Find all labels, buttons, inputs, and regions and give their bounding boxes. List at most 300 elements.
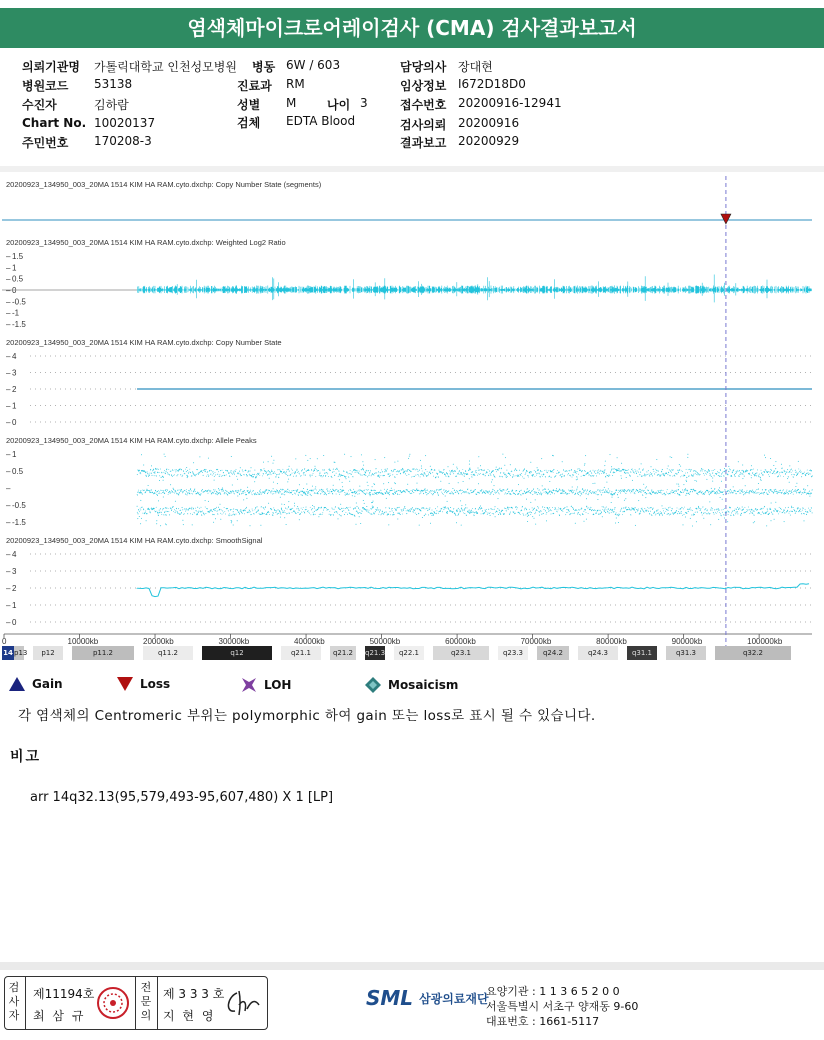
allele-dot [640, 513, 641, 514]
allele-dot [577, 479, 578, 480]
allele-dot [758, 513, 759, 514]
tick-dash: – [6, 308, 11, 318]
ideogram-band: q24.3 [578, 646, 618, 660]
allele-dot [534, 508, 535, 509]
tick-dash: – [6, 418, 11, 427]
allele-dot [231, 522, 232, 523]
allele-dot [612, 497, 613, 498]
allele-dot [641, 463, 642, 464]
allele-dot [798, 489, 799, 490]
allele-dot [355, 472, 356, 473]
ideogram-band: p11.2 [72, 646, 134, 660]
allele-dot [567, 509, 568, 510]
allele-dot [175, 501, 176, 502]
allele-dot [479, 470, 480, 471]
allele-dot [791, 506, 792, 507]
allele-dot [156, 520, 157, 521]
allele-dot [279, 469, 280, 470]
allele-dot [273, 460, 274, 461]
ideogram-band: q21.3 [365, 646, 385, 660]
allele-dot [480, 465, 481, 466]
allele-dot [562, 461, 563, 462]
allele-dot [584, 475, 585, 476]
allele-dot [358, 513, 359, 514]
tick-dash: – [6, 368, 11, 378]
allele-dot [303, 472, 304, 473]
allele-dot [692, 475, 693, 476]
allele-dot [447, 501, 448, 502]
allele-dot [506, 475, 507, 476]
allele-dot [193, 462, 194, 463]
allele-dot [359, 493, 360, 494]
allele-dot [231, 456, 232, 457]
allele-dot [548, 489, 549, 490]
allele-dot [284, 517, 285, 518]
allele-dot [231, 520, 232, 521]
tick-dash: – [6, 286, 11, 295]
allele-dot [277, 483, 278, 484]
allele-dot [671, 457, 672, 458]
allele-dot [526, 492, 527, 493]
allele-dot [605, 508, 606, 509]
mosaicism-diamond-icon [364, 676, 382, 694]
allele-dot [378, 471, 379, 472]
allele-dot [374, 490, 375, 491]
allele-dot [311, 495, 312, 496]
age-label: 나이 [327, 98, 351, 112]
institution-value: 가톨릭대학교 인천성모병원 [94, 60, 237, 74]
allele-dot [384, 471, 385, 472]
allele-dot [685, 517, 686, 518]
ideogram-band: q24.2 [537, 646, 569, 660]
allele-dot [698, 506, 699, 507]
allele-dot [683, 524, 684, 525]
allele-dot [736, 512, 737, 513]
legend-mosaicism [364, 676, 458, 694]
allele-dot [483, 474, 484, 475]
allele-dot [586, 498, 587, 499]
allele-dot [657, 510, 658, 511]
allele-dot [774, 519, 775, 520]
allele-dot [280, 517, 281, 518]
allele-dot [610, 454, 611, 455]
allele-dot [299, 519, 300, 520]
allele-dot [471, 490, 472, 491]
allele-dot [804, 520, 805, 521]
allele-dot [576, 479, 577, 480]
allele-dot [491, 482, 492, 483]
allele-dot [529, 472, 530, 473]
allele-dot [340, 504, 341, 505]
allele-dot [373, 512, 374, 513]
allele-dot [767, 511, 768, 512]
allele-dot [315, 486, 316, 487]
allele-dot [262, 512, 263, 513]
allele-dot [597, 499, 598, 500]
allele-dot [524, 478, 525, 479]
allele-dot [457, 509, 458, 510]
allele-dot [164, 454, 165, 455]
allele-dot [294, 503, 295, 504]
allele-dot [547, 507, 548, 508]
ideogram-band: q32.2 [715, 646, 791, 660]
allele-dot [199, 456, 200, 457]
allele-dot [374, 484, 375, 485]
allele-dot [141, 518, 142, 519]
company-contact [486, 984, 638, 1029]
allele-dot [354, 492, 355, 493]
loh-star-icon [240, 676, 258, 694]
allele-dot [469, 464, 470, 465]
allele-dot [339, 514, 340, 515]
allele-dot [259, 494, 260, 495]
allele-dot [356, 524, 357, 525]
allele-dot [247, 487, 248, 488]
allele-dot [432, 515, 433, 516]
allele-dot [310, 458, 311, 459]
tick-dash: – [6, 297, 11, 307]
tick-dash: – [6, 501, 11, 510]
allele-dot [426, 494, 427, 495]
allele-dot [749, 492, 750, 493]
allele-dot [260, 470, 261, 471]
allele-dot [480, 506, 481, 507]
track-title: 20200923_134950_003_20MA 1514 KIM HA RAM.cyto.dxchp: Weighted Log2 Ratio [6, 238, 286, 247]
allele-dot [217, 474, 218, 475]
allele-dot [709, 501, 710, 502]
x-tick-label: 10000kb [67, 637, 99, 646]
allele-dot [305, 455, 306, 456]
allele-dot [616, 518, 617, 519]
allele-dot [299, 484, 300, 485]
allele-dot [421, 466, 422, 467]
tick-dash: – [6, 584, 11, 593]
allele-dot [764, 455, 765, 456]
allele-dot [539, 515, 540, 516]
allele-dot [351, 456, 352, 457]
allele-dot [490, 515, 491, 516]
allele-dot [346, 478, 347, 479]
allele-dot [201, 511, 202, 512]
y-tick-label: 1 [12, 401, 17, 411]
chart-no-label: Chart No. [22, 116, 87, 130]
allele-dot [213, 522, 214, 523]
allele-dot [493, 470, 494, 471]
allele-dot [791, 469, 792, 470]
allele-dot [736, 471, 737, 472]
allele-peak-band [137, 506, 812, 517]
allele-dot [303, 488, 304, 489]
allele-dot [751, 477, 752, 478]
allele-dot [372, 506, 373, 507]
allele-dot [218, 488, 219, 489]
allele-dot [770, 509, 771, 510]
company-logo [366, 986, 489, 1010]
allele-dot [233, 509, 234, 510]
allele-dot [373, 483, 374, 484]
allele-dot [606, 482, 607, 483]
allele-dot [315, 466, 316, 467]
allele-dot [193, 473, 194, 474]
allele-dot [703, 518, 704, 519]
allele-dot [370, 495, 371, 496]
y-tick-label: 0.5 [12, 467, 24, 476]
specialist-name: 지 현 영 [163, 1009, 216, 1023]
allele-dot [260, 492, 261, 493]
allele-dot [280, 497, 281, 498]
allele-dot [354, 496, 355, 497]
allele-dot [362, 461, 363, 462]
allele-dot [271, 471, 272, 472]
allele-dot [237, 479, 238, 480]
allele-dot [478, 483, 479, 484]
track-title: 20200923_134950_003_20MA 1514 KIM HA RAM.cyto.dxchp: Allele Peaks [6, 436, 257, 445]
allele-dot [711, 488, 712, 489]
allele-dot [197, 507, 198, 508]
allele-dot [638, 500, 639, 501]
allele-dot [712, 481, 713, 482]
allele-dot [409, 456, 410, 457]
tick-dash: – [6, 252, 11, 261]
allele-dot [507, 493, 508, 494]
allele-dot [382, 494, 383, 495]
allele-dot [342, 482, 343, 483]
allele-dot [318, 516, 319, 517]
allele-dot [237, 520, 238, 521]
allele-dot [775, 461, 776, 462]
allele-dot [148, 485, 149, 486]
tick-dash: – [6, 320, 11, 329]
allele-dot [172, 469, 173, 470]
allele-dot [409, 454, 410, 455]
tick-dash: – [6, 601, 11, 610]
allele-dot [643, 484, 644, 485]
log2-signal [137, 275, 811, 303]
allele-peak-band [137, 468, 812, 479]
allele-dot [250, 525, 251, 526]
allele-dot [494, 485, 495, 486]
allele-dot [240, 467, 241, 468]
allele-dot [150, 490, 151, 491]
allele-dot [584, 465, 585, 466]
allele-dot [742, 478, 743, 479]
allele-dot [771, 503, 772, 504]
allele-dot [447, 511, 448, 512]
allele-dot [742, 465, 743, 466]
remark-title: 비고 [10, 749, 42, 765]
allele-dot [621, 478, 622, 479]
allele-dot [777, 472, 778, 473]
sml-logo-icon: SML [366, 986, 414, 1010]
ideogram-band: q21.2 [330, 646, 356, 660]
allele-dot [635, 525, 636, 526]
allele-dot [254, 481, 255, 482]
allele-dot [323, 455, 324, 456]
allele-dot [141, 454, 142, 455]
allele-dot [584, 521, 585, 522]
allele-dot [771, 520, 772, 521]
allele-dot [777, 476, 778, 477]
allele-dot [370, 494, 371, 495]
allele-dot [746, 471, 747, 472]
allele-dot [313, 514, 314, 515]
allele-dot [287, 481, 288, 482]
allele-dot [450, 507, 451, 508]
allele-dot [314, 506, 315, 507]
allele-dot [192, 524, 193, 525]
sex-label: 성별 [237, 98, 261, 112]
allele-dot [449, 483, 450, 484]
signature-box [4, 976, 268, 1030]
allele-dot [273, 482, 274, 483]
clinical-info-value: I672D18D0 [458, 77, 526, 91]
allele-dot [495, 516, 496, 517]
track-title: 20200923_134950_003_20MA 1514 KIM HA RAM.cyto.dxchp: SmoothSignal [6, 536, 263, 545]
allele-dot [718, 519, 719, 520]
allele-dot [615, 507, 616, 508]
y-tick-label: 3 [12, 368, 17, 378]
sign-divider [157, 977, 158, 1029]
allele-dot [273, 463, 274, 464]
allele-dot [271, 456, 272, 457]
y-tick-label: 3 [12, 567, 17, 576]
allele-dot [534, 518, 535, 519]
x-tick-label: 30000kb [218, 637, 250, 646]
legend-loh [240, 676, 291, 694]
allele-dot [334, 462, 335, 463]
allele-dot [386, 498, 387, 499]
care-code: 요양기관 : 1 1 3 6 5 2 0 0 [486, 985, 620, 998]
allele-dot [604, 487, 605, 488]
y-tick-label: 1.5 [12, 252, 24, 261]
allele-dot [783, 493, 784, 494]
allele-dot [237, 496, 238, 497]
allele-dot [387, 489, 388, 490]
allele-dot [440, 481, 441, 482]
tick-dash: – [6, 450, 11, 459]
y-tick-label: -1.5 [12, 320, 26, 329]
allele-dot [721, 481, 722, 482]
ideogram-band: q11.2 [143, 646, 193, 660]
allele-dot [408, 458, 409, 459]
allele-dot [668, 507, 669, 508]
remark-text: arr 14q32.13(95,579,493-95,607,480) X 1 [LP] [30, 790, 334, 805]
allele-dot [272, 515, 273, 516]
allele-dot [187, 470, 188, 471]
allele-dot [183, 524, 184, 525]
allele-dot [260, 525, 261, 526]
allele-dot [562, 491, 563, 492]
allele-dot [469, 478, 470, 479]
allele-dot [481, 508, 482, 509]
allele-dot [789, 482, 790, 483]
allele-dot [739, 476, 740, 477]
allele-dot [631, 507, 632, 508]
hospital-code-label: 병원코드 [22, 79, 69, 93]
allele-dot [151, 465, 152, 466]
allele-dot [575, 523, 576, 524]
allele-dot [502, 454, 503, 455]
allele-dot [567, 506, 568, 507]
x-tick-label: 40000kb [294, 637, 325, 646]
ideogram-band: q12 [202, 646, 272, 660]
allele-dot [737, 507, 738, 508]
allele-dot [532, 516, 533, 517]
allele-dot [733, 486, 734, 487]
allele-dot [284, 504, 285, 505]
allele-dot [537, 488, 538, 489]
company-phone: 대표번호 : 1661-5117 [486, 1015, 600, 1028]
allele-dot [645, 488, 646, 489]
clinical-info-label: 임상정보 [400, 79, 447, 93]
allele-dot [623, 491, 624, 492]
y-tick-label: 0.5 [12, 274, 24, 284]
track-title: 20200923_134950_003_20MA 1514 KIM HA RAM.cyto.dxchp: Copy Number State [6, 338, 282, 347]
tick-dash: – [6, 263, 11, 273]
doctor-label: 담당의사 [400, 60, 447, 74]
y-tick-label: 2 [12, 385, 17, 394]
allele-dot [714, 489, 715, 490]
allele-dot [710, 475, 711, 476]
allele-dot [796, 483, 797, 484]
allele-dot [456, 522, 457, 523]
allele-dot [166, 524, 167, 525]
allele-dot [420, 460, 421, 461]
allele-dot [312, 505, 313, 506]
allele-dot [159, 480, 160, 481]
allele-dot [312, 486, 313, 487]
allele-dot [251, 467, 252, 468]
allele-dot [781, 464, 782, 465]
tick-dash: – [6, 618, 11, 627]
allele-dot [602, 516, 603, 517]
footer-divider [0, 962, 824, 970]
x-tick-label: 0 [2, 637, 7, 646]
track-title: 20200923_134950_003_20MA 1514 KIM HA RAM.cyto.dxchp: Copy Number State (segments) [6, 180, 322, 189]
legend-gain-label: Gain [32, 677, 63, 691]
allele-dot [368, 485, 369, 486]
allele-dot [775, 502, 776, 503]
allele-dot [205, 500, 206, 501]
allele-dot [294, 505, 295, 506]
chromosome-ideogram [2, 646, 814, 660]
allele-dot [795, 486, 796, 487]
allele-dot [604, 465, 605, 466]
report-date-label: 결과보고 [400, 136, 447, 150]
allele-dot [546, 520, 547, 521]
allele-dot [298, 512, 299, 513]
allele-dot [686, 481, 687, 482]
allele-dot [423, 490, 424, 491]
allele-dot [268, 503, 269, 504]
y-tick-label: -1.5 [12, 518, 26, 527]
allele-dot [314, 511, 315, 512]
allele-dot [369, 492, 370, 493]
ideogram-band: q23.1 [433, 646, 489, 660]
allele-dot [163, 480, 164, 481]
legend-loh-label: LOH [264, 678, 292, 692]
allele-dot [518, 484, 519, 485]
allele-dot [407, 484, 408, 485]
ideogram-band: q23.3 [498, 646, 528, 660]
allele-dot [515, 507, 516, 508]
allele-dot [357, 506, 358, 507]
allele-dot [469, 512, 470, 513]
allele-dot [542, 485, 543, 486]
allele-dot [140, 500, 141, 501]
allele-dot [738, 461, 739, 462]
allele-dot [461, 505, 462, 506]
